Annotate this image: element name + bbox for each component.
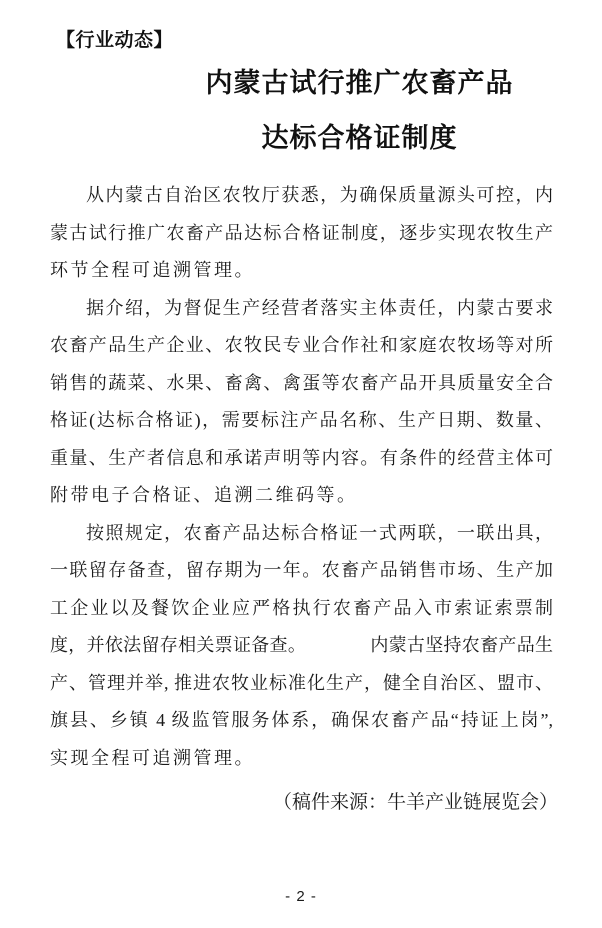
body-line: 格证(达标合格证)，需要标注产品名称、生产日期、数量、 bbox=[50, 410, 553, 430]
article-title-line-2: 达标合格证制度 bbox=[261, 123, 458, 153]
body-line: 产、管理并举, 推进农牧业标准化生产，健全自治区、盟市、 bbox=[50, 672, 553, 693]
body-line: 据介绍，为督促生产经营者落实主体责任，内蒙古要求 bbox=[86, 297, 553, 318]
body-line: 蒙古试行推广农畜产品达标合格证制度，逐步实现农牧生产 bbox=[50, 222, 553, 243]
body-line: 环节全程可追溯管理。 bbox=[50, 260, 255, 280]
body-line: 按照规定，农畜产品达标合格证一式两联，一联出具， bbox=[86, 522, 553, 543]
body-line: 从内蒙古自治区农牧厅获悉，为确保质量源头可控，内 bbox=[86, 185, 553, 205]
body-line: 重量、生产者信息和承诺声明等内容。有条件的经营主体可 bbox=[50, 447, 553, 468]
body-line: 附带电子合格证、追溯二维码等。 bbox=[50, 485, 358, 505]
source-attribution: （稿件来源：牛羊产业链展览会） bbox=[272, 792, 558, 813]
body-line: 销售的蔬菜、水果、畜禽、禽蛋等农畜产品开具质量安全合 bbox=[50, 372, 553, 393]
body-line: 旗县、乡镇 4 级监管服务体系，确保农畜产品“持证上岗”, bbox=[50, 710, 553, 730]
body-line: 一联留存备查，留存期为一年。农畜产品销售市场、生产加 bbox=[50, 560, 553, 580]
body-line: 度，并依法留存相关票证备查。 内蒙古坚持农畜产品生 bbox=[50, 635, 553, 655]
article-title-line-1: 内蒙古试行推广农畜产品 bbox=[205, 68, 514, 98]
article-body bbox=[50, 177, 553, 777]
page-number: - 2 - bbox=[285, 888, 317, 905]
article-title bbox=[50, 56, 602, 166]
body-line: 工企业以及餐饮企业应严格执行农畜产品入市索证索票制 bbox=[50, 597, 553, 618]
body-line: 农畜产品生产企业、农牧民专业合作社和家庭农牧场等对所 bbox=[50, 335, 553, 355]
section-tag: 【行业动态】 bbox=[56, 30, 174, 51]
body-line: 实现全程可追溯管理。 bbox=[50, 747, 255, 768]
